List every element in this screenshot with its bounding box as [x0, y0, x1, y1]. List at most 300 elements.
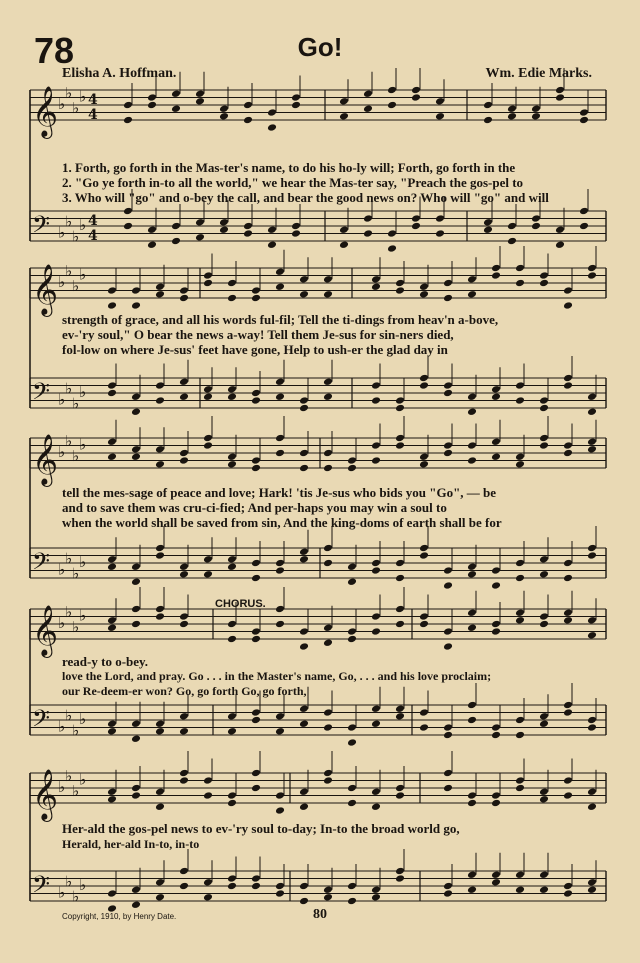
note-head [371, 275, 381, 284]
note-head [491, 627, 501, 636]
note-head [419, 460, 429, 469]
note-head [371, 381, 381, 390]
note-head [563, 616, 573, 625]
note-head [467, 791, 477, 800]
note-head [251, 559, 261, 568]
note-head [515, 784, 525, 793]
note-head [467, 570, 477, 579]
note-head [371, 627, 381, 636]
note-head [227, 882, 237, 891]
note-head [587, 631, 597, 640]
note-head [323, 776, 333, 785]
flat-icon: ♭ [79, 770, 87, 789]
note-head [347, 464, 357, 473]
note-head [555, 86, 565, 95]
note-head [155, 445, 165, 454]
note-head [443, 449, 453, 458]
note-head [203, 776, 213, 785]
note-head [155, 719, 165, 728]
note-head [131, 452, 141, 461]
note-head [275, 449, 285, 458]
note-head [123, 207, 133, 216]
note-head [347, 799, 357, 808]
note-head [227, 874, 237, 883]
note-head [483, 225, 493, 234]
note-head [275, 882, 285, 891]
note-head [203, 279, 213, 288]
note-head [275, 392, 285, 401]
note-head [419, 374, 429, 383]
note-head [507, 104, 517, 113]
note-head [443, 381, 453, 390]
treble-clef-icon: 𝄞 [32, 605, 59, 656]
note-head [507, 222, 517, 231]
note-head [323, 392, 333, 401]
note-head [179, 882, 189, 891]
note-head [395, 404, 405, 413]
note-head [155, 787, 165, 796]
note-head [395, 434, 405, 443]
time-signature: 4 [88, 92, 98, 108]
note-head [395, 712, 405, 721]
note-head [291, 93, 301, 102]
note-head [395, 441, 405, 450]
lyric-line: our Re-deem-er won? Go, go forth Go, go forth, [62, 684, 307, 698]
note-head [395, 791, 405, 800]
lyric-line: tell the mes-sage of peace and love; Hark! 'tis Je-sus who bids you "Go", — be [62, 485, 497, 500]
note-head [299, 802, 309, 811]
note-head [195, 89, 205, 98]
note-head [347, 456, 357, 465]
flat-icon: ♭ [65, 706, 73, 725]
note-head [555, 240, 565, 249]
note-head [251, 874, 261, 883]
note-head [515, 885, 525, 894]
note-head [275, 566, 285, 575]
lyric-line: 2. "Go ye forth in-to all the world," we hear the Mas-ter say, "Preach the gos-pel to [62, 175, 524, 190]
note-head [491, 452, 501, 461]
note-head [195, 233, 205, 242]
note-head [515, 870, 525, 879]
note-head [579, 222, 589, 231]
note-head [299, 897, 309, 906]
flat-icon: ♭ [72, 617, 80, 636]
note-head [563, 374, 573, 383]
flat-icon: ♭ [72, 446, 80, 465]
note-head [275, 282, 285, 291]
note-head [491, 791, 501, 800]
note-head [395, 620, 405, 629]
note-head [587, 802, 597, 811]
lyric-line: Herald, her-ald In-to, in-to [62, 837, 200, 851]
note-head [155, 290, 165, 299]
note-head [179, 286, 189, 295]
note-head [443, 581, 453, 590]
note-head [155, 605, 165, 614]
note-head [539, 434, 549, 443]
note-head [179, 867, 189, 876]
note-head [491, 799, 501, 808]
note-head [275, 434, 285, 443]
note-head [363, 89, 373, 98]
flat-icon: ♭ [58, 390, 66, 409]
note-head [467, 290, 477, 299]
note-head [363, 104, 373, 113]
note-head [539, 441, 549, 450]
note-head [203, 555, 213, 564]
note-head [443, 784, 453, 793]
note-head [443, 889, 453, 898]
note-head [579, 116, 589, 125]
treble-clef-icon: 𝄞 [32, 769, 59, 820]
note-head [539, 712, 549, 721]
note-head [563, 381, 573, 390]
note-head [203, 791, 213, 800]
note-head [219, 218, 229, 227]
note-head [435, 112, 445, 121]
note-head [291, 101, 301, 110]
note-head [299, 787, 309, 796]
note-head [219, 225, 229, 234]
note-head [131, 605, 141, 614]
note-head [587, 885, 597, 894]
note-head [195, 97, 205, 106]
note-head [107, 787, 117, 796]
note-head [179, 776, 189, 785]
lyric-line: love the Lord, and pray. Go . . . in the Master's name, Go, . . . and his love proclaim; [62, 669, 492, 683]
flat-icon: ♭ [58, 778, 66, 796]
note-head [155, 612, 165, 621]
time-signature: 4 [88, 107, 98, 123]
note-head [323, 885, 333, 894]
note-head [419, 282, 429, 291]
note-head [267, 240, 277, 249]
flat-icon: ♭ [58, 614, 66, 632]
note-head [395, 784, 405, 793]
note-head [179, 769, 189, 778]
flat-icon: ♭ [79, 606, 87, 625]
note-head [563, 708, 573, 717]
note-head [419, 620, 429, 629]
note-head [563, 441, 573, 450]
note-head [203, 441, 213, 450]
note-head [227, 635, 237, 644]
lyric-line: 3. Who will "go" and o-bey the call, and bear the good news on? Who will "go" and will [62, 190, 549, 205]
note-head [587, 407, 597, 416]
flat-icon: ♭ [72, 781, 80, 800]
note-head [299, 547, 309, 556]
note-head [395, 574, 405, 583]
note-head [443, 294, 453, 303]
note-head [467, 562, 477, 571]
note-head [227, 727, 237, 736]
note-head [531, 222, 541, 231]
note-head [227, 452, 237, 461]
note-head [155, 802, 165, 811]
note-head [107, 452, 117, 461]
note-head [227, 460, 237, 469]
page-number: 80 [313, 907, 327, 922]
note-head [539, 271, 549, 280]
note-head [299, 719, 309, 728]
note-head [107, 727, 117, 736]
time-signature: 4 [88, 228, 98, 244]
note-head [347, 882, 357, 891]
flat-icon: ♭ [72, 721, 80, 740]
note-head [299, 642, 309, 651]
note-head [131, 784, 141, 793]
note-head [299, 704, 309, 713]
note-head [587, 264, 597, 273]
note-head [251, 784, 261, 793]
note-head [563, 574, 573, 583]
note-head [555, 93, 565, 102]
note-head [323, 559, 333, 568]
note-head [243, 222, 253, 231]
note-head [539, 870, 549, 879]
note-head [323, 708, 333, 717]
note-head [323, 290, 333, 299]
note-head [131, 445, 141, 454]
note-head [443, 642, 453, 651]
note-head [291, 229, 301, 238]
note-head [131, 392, 141, 401]
flat-icon: ♭ [65, 379, 73, 398]
note-head [515, 396, 525, 405]
note-head [179, 570, 189, 579]
note-head [203, 385, 213, 394]
note-head [435, 229, 445, 238]
note-head [251, 396, 261, 405]
note-head [251, 635, 261, 644]
note-head [251, 627, 261, 636]
note-head [267, 225, 277, 234]
flat-icon: ♭ [72, 276, 80, 295]
lyric-line: read-y to o-bey. [62, 654, 149, 669]
note-head [131, 791, 141, 800]
note-head [107, 286, 117, 295]
note-head [123, 116, 133, 125]
note-head [251, 708, 261, 717]
note-head [435, 214, 445, 223]
note-head [371, 704, 381, 713]
note-head [563, 889, 573, 898]
note-head [563, 882, 573, 891]
treble-clef-icon: 𝄞 [32, 86, 59, 137]
note-head [179, 712, 189, 721]
note-head [323, 449, 333, 458]
note-head [419, 544, 429, 553]
note-head [251, 456, 261, 465]
note-head [299, 555, 309, 564]
note-head [579, 207, 589, 216]
note-head [131, 301, 141, 310]
note-head [219, 104, 229, 113]
note-head [243, 116, 253, 125]
note-head [131, 562, 141, 571]
note-head [251, 882, 261, 891]
note-head [419, 290, 429, 299]
note-head [491, 271, 501, 280]
note-head [515, 381, 525, 390]
note-head [515, 574, 525, 583]
note-head [131, 719, 141, 728]
note-head [347, 627, 357, 636]
note-head [539, 279, 549, 288]
note-head [363, 229, 373, 238]
note-head [411, 93, 421, 102]
copyright-notice: Copyright, 1910, by Henry Date. [62, 912, 177, 921]
note-head [467, 716, 477, 725]
note-head [443, 882, 453, 891]
note-head [515, 452, 525, 461]
note-head [587, 716, 597, 725]
note-head [539, 404, 549, 413]
note-head [507, 237, 517, 246]
flat-icon: ♭ [58, 883, 66, 902]
note-head [419, 723, 429, 732]
note-head [515, 731, 525, 740]
note-head [275, 267, 285, 276]
note-head [419, 381, 429, 390]
note-head [515, 716, 525, 725]
note-head [587, 616, 597, 625]
note-head [587, 878, 597, 887]
note-head [531, 112, 541, 121]
note-head [275, 791, 285, 800]
note-head [155, 381, 165, 390]
note-head [491, 566, 501, 575]
note-head [491, 392, 501, 401]
note-head [491, 581, 501, 590]
note-head [563, 776, 573, 785]
note-head [483, 218, 493, 227]
flat-icon: ♭ [65, 83, 73, 102]
note-head [371, 719, 381, 728]
note-head [275, 806, 285, 815]
note-head [275, 727, 285, 736]
note-head [107, 381, 117, 390]
flat-icon: ♭ [58, 273, 66, 291]
note-head [251, 286, 261, 295]
flat-icon: ♭ [58, 223, 66, 242]
note-head [171, 104, 181, 113]
note-head [587, 787, 597, 796]
note-head [107, 437, 117, 446]
note-head [555, 225, 565, 234]
note-head [131, 577, 141, 586]
note-head [467, 623, 477, 632]
note-head [171, 89, 181, 98]
note-head [395, 605, 405, 614]
note-head [587, 392, 597, 401]
note-head [443, 769, 453, 778]
note-head [539, 570, 549, 579]
lyric-line: ev-'ry soul," O bear the news a-way! Tell them Je-sus for sin-ners died, [62, 327, 454, 342]
lyric-line: Her-ald the gos-pel news to ev-'ry soul to-day; In-to the broad world go, [62, 821, 460, 836]
note-head [131, 620, 141, 629]
flat-icon: ♭ [72, 564, 80, 583]
note-head [275, 559, 285, 568]
note-head [563, 791, 573, 800]
note-head [387, 101, 397, 110]
note-head [227, 799, 237, 808]
note-head [275, 620, 285, 629]
flat-icon: ♭ [79, 710, 87, 728]
note-head [147, 93, 157, 102]
note-head [179, 392, 189, 401]
note-head [371, 441, 381, 450]
note-head [323, 544, 333, 553]
note-head [491, 385, 501, 394]
note-head [107, 616, 117, 625]
note-head [275, 377, 285, 386]
note-head [131, 407, 141, 416]
treble-clef-icon: 𝄞 [32, 264, 59, 315]
note-head [371, 612, 381, 621]
note-head [515, 776, 525, 785]
note-head [347, 897, 357, 906]
note-head [339, 112, 349, 121]
note-head [131, 734, 141, 743]
note-head [155, 544, 165, 553]
note-head [467, 407, 477, 416]
flat-icon: ♭ [79, 876, 87, 894]
note-head [387, 244, 397, 253]
note-head [171, 222, 181, 231]
note-head [251, 769, 261, 778]
flat-icon: ♭ [65, 602, 73, 621]
note-head [395, 286, 405, 295]
note-head [275, 605, 285, 614]
note-head [395, 559, 405, 568]
note-head [323, 275, 333, 284]
note-head [579, 108, 589, 117]
note-head [299, 464, 309, 473]
note-head [107, 623, 117, 632]
note-head [371, 282, 381, 291]
flat-icon: ♭ [79, 435, 87, 454]
note-head [467, 799, 477, 808]
note-head [587, 271, 597, 280]
note-head [443, 279, 453, 288]
note-head [299, 404, 309, 413]
note-head [179, 294, 189, 303]
note-head [443, 566, 453, 575]
author-credit: Elisha A. Hoffman. [62, 66, 177, 81]
note-head [507, 112, 517, 121]
note-head [419, 708, 429, 717]
note-head [347, 738, 357, 747]
flat-icon: ♭ [79, 383, 87, 401]
note-head [467, 885, 477, 894]
flat-icon: ♭ [65, 212, 73, 231]
note-head [531, 104, 541, 113]
note-head [387, 86, 397, 95]
note-head [299, 275, 309, 284]
note-head [483, 101, 493, 110]
note-head [467, 392, 477, 401]
note-head [179, 727, 189, 736]
note-head [411, 214, 421, 223]
flat-icon: ♭ [79, 265, 87, 284]
note-head [227, 712, 237, 721]
note-head [323, 623, 333, 632]
note-head [419, 452, 429, 461]
note-head [347, 562, 357, 571]
note-head [491, 731, 501, 740]
bass-clef-icon: 𝄢 [32, 870, 51, 904]
